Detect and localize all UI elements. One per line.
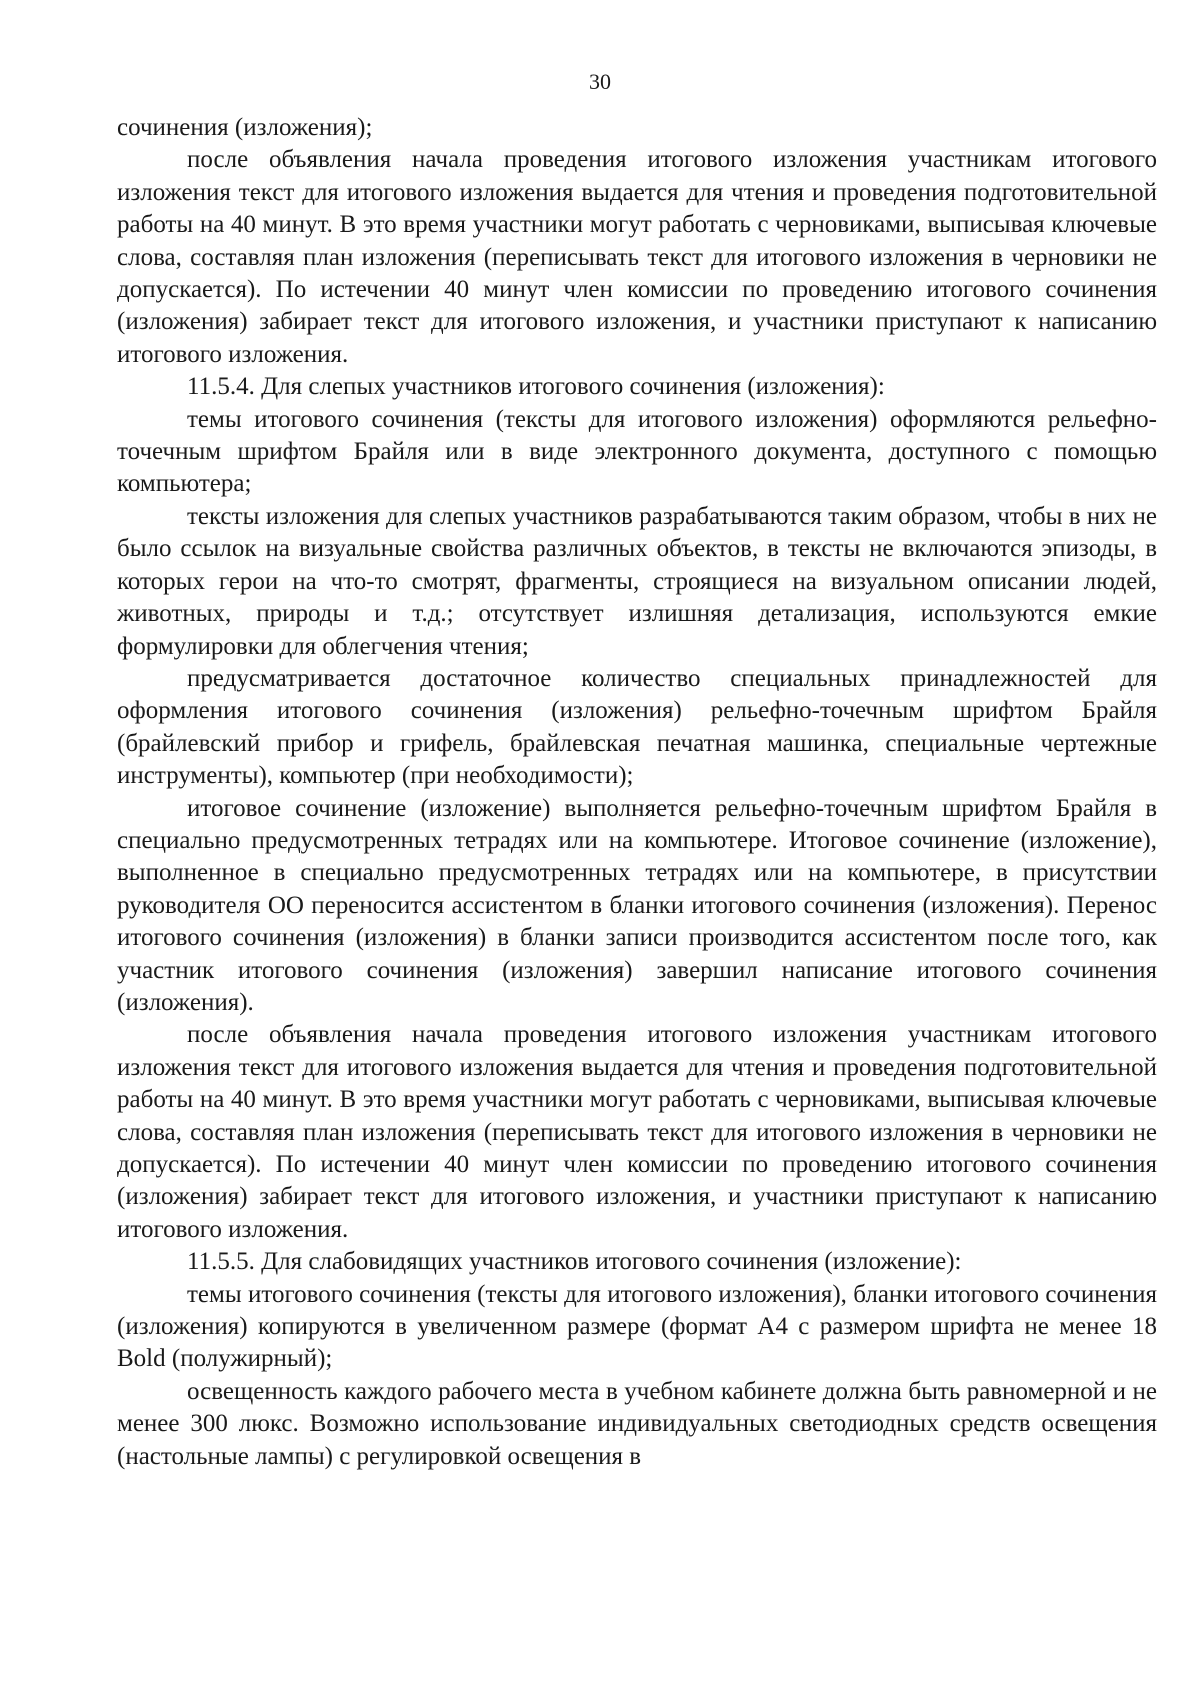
- page-number: 30: [589, 69, 611, 94]
- section-heading-11-5-5: 11.5.5. Для слабовидящих участников итогового сочинения (изложение):: [187, 1248, 962, 1276]
- paragraph-braille-supplies: предусматривается достаточное количество специальных принадлежностей для оформления итогового сочинения (изложения) рельефно-точечным шрифтом Брайля (брайлевский прибор и грифель, брайлевская печатная машинка, специальные чертежные инструменты), компьютер (при необходимости);: [117, 664, 1157, 790]
- paragraph-braille-topics: темы итогового сочинения (тексты для итогового изложения) оформляются рельефно-точечным шрифтом Брайля или в виде электронного документа, доступного с помощью компьютера;: [117, 405, 1157, 498]
- document-body: [117, 112, 1157, 1473]
- paragraph-braille-transfer: итоговое сочинение (изложение) выполняется рельефно-точечным шрифтом Брайля в специально предусмотренных тетрадях или на компьютере. Итоговое сочинение (изложение), выполненное в специально предусмотренных тетрадях или на компьютере, в присутствии руководителя ОО переносится ассистентом в бланки итогового сочинения (изложения). Перенос итогового сочинения (изложения) в бланки записи производится ассистентом после того, как участник итогового сочинения (изложения) завершил написание итогового сочинения (изложения).: [117, 794, 1157, 1016]
- section-heading-11-5-4: 11.5.4. Для слепых участников итогового сочинения (изложения):: [187, 373, 885, 401]
- paragraph-blind-texts: тексты изложения для слепых участников разрабатываются таким образом, чтобы в них не было ссылок на визуальные свойства различных объектов, в тексты не включаются эпизоды, в которых герои на что-то смотрят, фрагменты, строящиеся на визуальном описании людей, животных, природы и т.д.; отсутствует излишняя детализация, используются емкие формулировки для облегчения чтения;: [117, 502, 1157, 660]
- paragraph-continuation: сочинения (изложения);: [117, 114, 373, 141]
- paragraph-lighting: освещенность каждого рабочего места в учебном кабинете должна быть равномерной и не менее 300 люкс. Возможно использование индивидуальных светодиодных средств освещения (настольные лампы) с регулировкой освещения в: [117, 1377, 1157, 1470]
- paragraph-essay-reading-time-repeat: после объявления начала проведения итогового изложения участникам итогового изложения текст для итогового изложения выдается для чтения и проведения подготовительной работы на 40 минут. В это время участники могут работать с черновиками, выписывая ключевые слова, составляя план изложения (переписывать текст для итогового изложения в черновики не допускается). По истечении 40 минут член комиссии по проведению итогового сочинения (изложения) забирает текст для итогового изложения, и участники приступают к написанию итогового изложения.: [117, 1021, 1157, 1243]
- paragraph-essay-reading-time: после объявления начала проведения итогового изложения участникам итогового изложения текст для итогового изложения выдается для чтения и проведения подготовительной работы на 40 минут. В это время участники могут работать с черновиками, выписывая ключевые слова, составляя план изложения (переписывать текст для итогового изложения в черновики не допускается). По истечении 40 минут член комиссии по проведению итогового сочинения (изложения) забирает текст для итогового изложения, и участники приступают к написанию итогового изложения.: [117, 146, 1157, 368]
- paragraph-enlarged-copies: темы итогового сочинения (тексты для итогового изложения), бланки итогового сочинения (изложения) копируются в увеличенном размере (формат А4 с размером шрифта не менее 18 Bold (полужирный);: [117, 1280, 1157, 1373]
